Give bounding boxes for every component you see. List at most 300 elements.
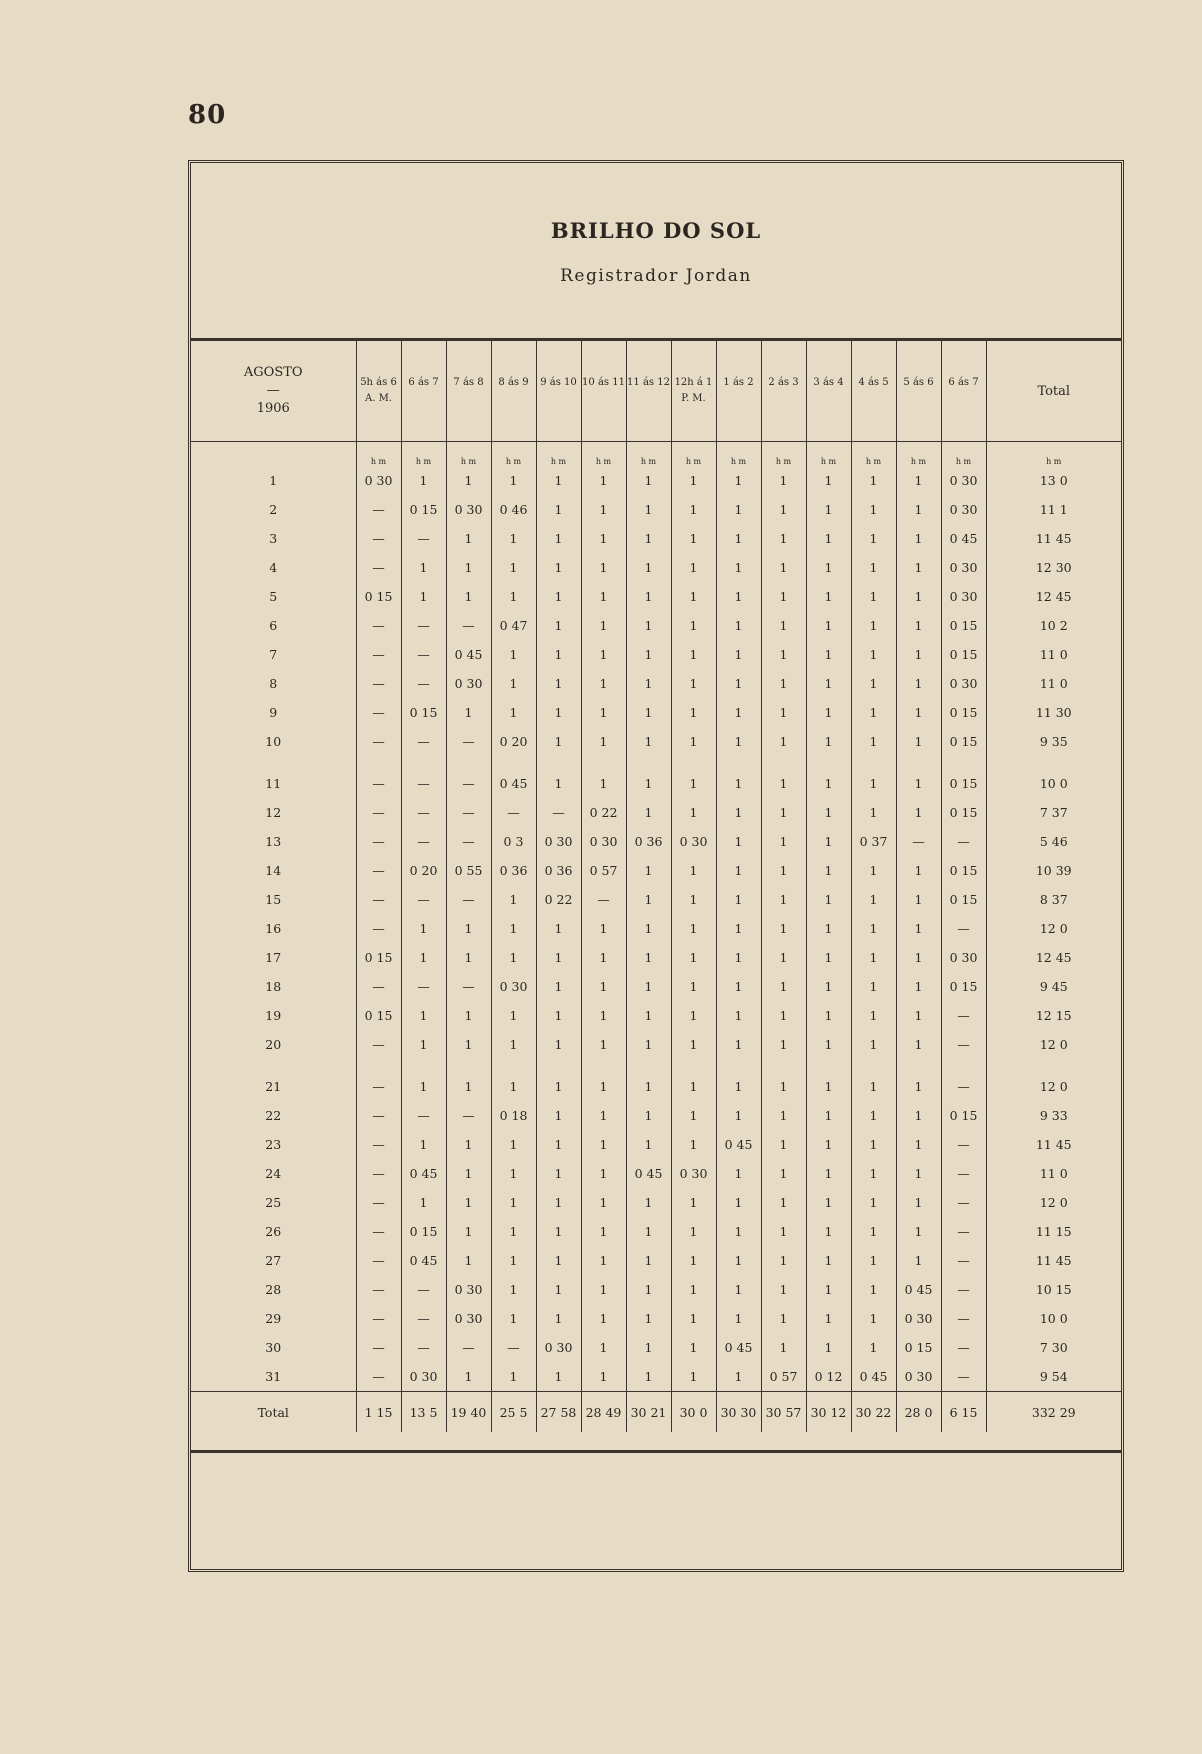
value-cell: 1 bbox=[761, 640, 806, 669]
day-cell: 12 bbox=[191, 798, 356, 827]
table-row bbox=[191, 1362, 1121, 1392]
value-cell: 1 bbox=[896, 640, 941, 669]
value-cell: 0 15 bbox=[941, 972, 986, 1001]
spacer-row bbox=[191, 756, 1121, 769]
value-cell: 1 bbox=[446, 1001, 491, 1030]
spacer-cell bbox=[446, 756, 491, 769]
row-total-cell: 11 0 bbox=[1039, 647, 1068, 662]
value-cell: 1 bbox=[806, 885, 851, 914]
table-row bbox=[191, 1072, 1121, 1101]
value-cell: 0 15 bbox=[401, 698, 446, 727]
value-cell: 1 bbox=[671, 1304, 716, 1333]
value-cell: 1 bbox=[671, 972, 716, 1001]
value-cell: 1 bbox=[536, 914, 581, 943]
value-cell: 1 bbox=[581, 611, 626, 640]
value-cell: 1 bbox=[626, 798, 671, 827]
row-total-cell: 10 15 bbox=[1035, 1282, 1072, 1297]
value-cell: 1 bbox=[806, 1246, 851, 1275]
value-cell: 1 bbox=[671, 914, 716, 943]
value-cell: 1 bbox=[761, 1159, 806, 1188]
hour-column-header bbox=[761, 341, 806, 442]
hour-column-label: 12h á 1 bbox=[674, 377, 713, 388]
column-total-cell: 30 57 bbox=[761, 1392, 806, 1433]
spacer-cell bbox=[536, 1059, 581, 1072]
day-cell: 8 bbox=[191, 669, 356, 698]
unit-label: h m bbox=[896, 442, 941, 467]
row-total-cell: 12 0 bbox=[1039, 1195, 1068, 1210]
value-cell: 1 bbox=[401, 582, 446, 611]
day-cell: 1 bbox=[191, 466, 356, 495]
value-cell: 1 bbox=[536, 1362, 581, 1392]
day-cell: 25 bbox=[191, 1188, 356, 1217]
value-cell: 1 bbox=[581, 1188, 626, 1217]
table-frame bbox=[188, 160, 1124, 1572]
value-cell: 1 bbox=[716, 798, 761, 827]
value-cell: 1 bbox=[626, 885, 671, 914]
row-total-cell: 9 45 bbox=[1039, 979, 1068, 994]
value-cell: 1 bbox=[716, 914, 761, 943]
day-cell: 23 bbox=[191, 1130, 356, 1159]
value-cell: 1 bbox=[671, 1001, 716, 1030]
value-cell: 1 bbox=[581, 698, 626, 727]
value-cell: — bbox=[941, 1130, 986, 1159]
spacer-cell bbox=[356, 756, 401, 769]
value-cell: 1 bbox=[761, 798, 806, 827]
unit-label: h m bbox=[446, 442, 491, 467]
row-total-cell: 12 0 bbox=[1039, 1037, 1068, 1052]
value-cell: 0 45 bbox=[446, 640, 491, 669]
value-cell: 1 bbox=[626, 1030, 671, 1059]
value-cell: 0 30 bbox=[896, 1304, 941, 1333]
value-cell: 0 30 bbox=[581, 827, 626, 856]
value-cell: 1 bbox=[536, 611, 581, 640]
table-header-box bbox=[191, 163, 1121, 341]
value-cell: 0 45 bbox=[401, 1246, 446, 1275]
value-cell: 1 bbox=[761, 698, 806, 727]
value-cell: 1 bbox=[446, 466, 491, 495]
value-cell: — bbox=[941, 1188, 986, 1217]
value-cell: — bbox=[401, 972, 446, 1001]
value-cell: 1 bbox=[626, 466, 671, 495]
value-cell: 1 bbox=[851, 1001, 896, 1030]
hour-column-header bbox=[536, 341, 581, 442]
unit-label: h m bbox=[761, 442, 806, 467]
value-cell: 1 bbox=[806, 524, 851, 553]
value-cell: 0 15 bbox=[356, 943, 401, 972]
value-cell: 1 bbox=[806, 827, 851, 856]
value-cell: — bbox=[401, 524, 446, 553]
value-cell: 1 bbox=[806, 611, 851, 640]
value-cell: 1 bbox=[536, 1030, 581, 1059]
value-cell: — bbox=[941, 1362, 986, 1392]
value-cell: 1 bbox=[446, 582, 491, 611]
value-cell: 1 bbox=[761, 914, 806, 943]
value-cell: 1 bbox=[761, 1030, 806, 1059]
am-label: A. M. bbox=[365, 393, 392, 404]
value-cell: — bbox=[401, 885, 446, 914]
value-cell: — bbox=[446, 798, 491, 827]
value-cell: 1 bbox=[626, 611, 671, 640]
day-cell: 10 bbox=[191, 727, 356, 756]
value-cell: 0 3 bbox=[491, 827, 536, 856]
spacer-cell bbox=[581, 1059, 626, 1072]
value-cell: 1 bbox=[536, 1304, 581, 1333]
value-cell: 1 bbox=[716, 972, 761, 1001]
value-cell: 0 20 bbox=[491, 727, 536, 756]
table-row bbox=[191, 669, 1121, 698]
value-cell: 1 bbox=[851, 769, 896, 798]
value-cell: 1 bbox=[401, 1001, 446, 1030]
unit-label: h m bbox=[581, 442, 626, 467]
value-cell: — bbox=[356, 1275, 401, 1304]
value-cell: 0 30 bbox=[671, 827, 716, 856]
value-cell: 1 bbox=[446, 1362, 491, 1392]
value-cell: 1 bbox=[806, 553, 851, 582]
value-cell: 1 bbox=[671, 1217, 716, 1246]
table-row bbox=[191, 524, 1121, 553]
value-cell: 1 bbox=[446, 1159, 491, 1188]
value-cell: 1 bbox=[761, 1246, 806, 1275]
hour-column-label: 2 ás 3 bbox=[768, 377, 799, 388]
value-cell: 1 bbox=[851, 943, 896, 972]
value-cell: 0 30 bbox=[941, 495, 986, 524]
value-cell: 1 bbox=[851, 1275, 896, 1304]
column-total-cell: 28 49 bbox=[581, 1392, 626, 1433]
value-cell: 0 15 bbox=[941, 611, 986, 640]
value-cell: 1 bbox=[761, 582, 806, 611]
value-cell: 1 bbox=[806, 1130, 851, 1159]
table-row bbox=[191, 827, 1121, 856]
value-cell: 1 bbox=[581, 1130, 626, 1159]
table-row bbox=[191, 1246, 1121, 1275]
value-cell: 0 15 bbox=[356, 582, 401, 611]
value-cell: 1 bbox=[626, 495, 671, 524]
value-cell: 1 bbox=[806, 698, 851, 727]
value-cell: 1 bbox=[626, 943, 671, 972]
spacer-row bbox=[191, 1059, 1121, 1072]
value-cell: 1 bbox=[716, 698, 761, 727]
value-cell: 1 bbox=[491, 943, 536, 972]
value-cell: 1 bbox=[401, 943, 446, 972]
value-cell: 0 30 bbox=[941, 466, 986, 495]
value-cell: 1 bbox=[491, 885, 536, 914]
row-total-cell: 12 45 bbox=[1035, 589, 1072, 604]
spacer-cell bbox=[941, 1059, 986, 1072]
value-cell: 1 bbox=[581, 1246, 626, 1275]
value-cell: 0 45 bbox=[716, 1333, 761, 1362]
value-cell: 1 bbox=[536, 1217, 581, 1246]
value-cell: 1 bbox=[806, 769, 851, 798]
value-cell: 1 bbox=[851, 1246, 896, 1275]
value-cell: 1 bbox=[716, 1159, 761, 1188]
value-cell: 1 bbox=[761, 1188, 806, 1217]
value-cell: 1 bbox=[671, 1072, 716, 1101]
hour-column-label: 8 ás 9 bbox=[498, 377, 529, 388]
value-cell: 1 bbox=[626, 1362, 671, 1392]
value-cell: 1 bbox=[761, 885, 806, 914]
value-cell: 1 bbox=[761, 1101, 806, 1130]
row-total-cell: 12 45 bbox=[1035, 950, 1072, 965]
value-cell: — bbox=[401, 1101, 446, 1130]
value-cell: 1 bbox=[671, 698, 716, 727]
value-cell: 0 30 bbox=[536, 827, 581, 856]
value-cell: 1 bbox=[761, 727, 806, 756]
value-cell: 1 bbox=[671, 640, 716, 669]
value-cell: — bbox=[356, 972, 401, 1001]
value-cell: 0 46 bbox=[491, 495, 536, 524]
value-cell: 1 bbox=[581, 1333, 626, 1362]
value-cell: 1 bbox=[491, 1001, 536, 1030]
day-cell: 19 bbox=[191, 1001, 356, 1030]
value-cell: 1 bbox=[671, 769, 716, 798]
value-cell: 1 bbox=[671, 1101, 716, 1130]
value-cell: 0 15 bbox=[401, 1217, 446, 1246]
value-cell: — bbox=[356, 1188, 401, 1217]
row-total-cell: 9 33 bbox=[1039, 1108, 1068, 1123]
unit-label: h m bbox=[626, 442, 671, 467]
value-cell: 0 47 bbox=[491, 611, 536, 640]
day-cell: 7 bbox=[191, 640, 356, 669]
hour-column-header bbox=[716, 341, 761, 442]
value-cell: 1 bbox=[896, 611, 941, 640]
value-cell: — bbox=[356, 553, 401, 582]
value-cell: 1 bbox=[761, 856, 806, 885]
value-cell: 1 bbox=[536, 1188, 581, 1217]
value-cell: 1 bbox=[806, 1001, 851, 1030]
value-cell: 1 bbox=[536, 769, 581, 798]
value-cell: — bbox=[401, 798, 446, 827]
value-cell: 0 55 bbox=[446, 856, 491, 885]
value-cell: 1 bbox=[446, 1030, 491, 1059]
value-cell: 1 bbox=[446, 553, 491, 582]
value-cell: 1 bbox=[536, 1246, 581, 1275]
value-cell: 1 bbox=[716, 582, 761, 611]
value-cell: 1 bbox=[581, 640, 626, 669]
value-cell: 1 bbox=[626, 769, 671, 798]
value-cell: 1 bbox=[626, 1333, 671, 1362]
value-cell: 1 bbox=[626, 524, 671, 553]
value-cell: 1 bbox=[581, 769, 626, 798]
row-total-cell: 12 15 bbox=[1035, 1008, 1072, 1023]
table-row bbox=[191, 943, 1121, 972]
row-total-cell: 5 46 bbox=[1039, 834, 1068, 849]
value-cell: 1 bbox=[581, 727, 626, 756]
value-cell: 1 bbox=[491, 582, 536, 611]
value-cell: 1 bbox=[446, 524, 491, 553]
unit-label: h m bbox=[491, 442, 536, 467]
value-cell: 1 bbox=[671, 1362, 716, 1392]
value-cell: 1 bbox=[761, 669, 806, 698]
spacer-cell bbox=[356, 1059, 401, 1072]
value-cell: 1 bbox=[626, 1304, 671, 1333]
value-cell: — bbox=[356, 1130, 401, 1159]
grand-total-cell: 332 29 bbox=[986, 1392, 1121, 1433]
spacer-cell bbox=[806, 756, 851, 769]
column-total-cell: 28 0 bbox=[896, 1392, 941, 1433]
value-cell: 0 36 bbox=[491, 856, 536, 885]
spacer-cell bbox=[446, 1059, 491, 1072]
day-cell: 3 bbox=[191, 524, 356, 553]
table-row bbox=[191, 640, 1121, 669]
spacer-cell bbox=[401, 756, 446, 769]
value-cell: 0 30 bbox=[401, 1362, 446, 1392]
value-cell: — bbox=[356, 1246, 401, 1275]
value-cell: 1 bbox=[581, 1030, 626, 1059]
column-total-cell: 30 12 bbox=[806, 1392, 851, 1433]
value-cell: 1 bbox=[491, 1030, 536, 1059]
column-total-cell: 19 40 bbox=[446, 1392, 491, 1433]
value-cell: 1 bbox=[581, 466, 626, 495]
value-cell: 1 bbox=[716, 1072, 761, 1101]
value-cell: 1 bbox=[716, 769, 761, 798]
value-cell: 1 bbox=[896, 1130, 941, 1159]
value-cell: 1 bbox=[446, 1217, 491, 1246]
value-cell: — bbox=[356, 1362, 401, 1392]
day-cell: 26 bbox=[191, 1217, 356, 1246]
column-total-cell: 27 58 bbox=[536, 1392, 581, 1433]
value-cell: 0 30 bbox=[671, 1159, 716, 1188]
value-cell: — bbox=[356, 495, 401, 524]
value-cell: 1 bbox=[896, 1246, 941, 1275]
year-label: 1906 bbox=[256, 401, 290, 416]
value-cell: 1 bbox=[491, 524, 536, 553]
value-cell: — bbox=[941, 1217, 986, 1246]
value-cell: 1 bbox=[896, 466, 941, 495]
value-cell: 1 bbox=[806, 640, 851, 669]
hour-column-header bbox=[491, 341, 536, 442]
value-cell: 1 bbox=[851, 1188, 896, 1217]
unit-label: h m bbox=[536, 442, 581, 467]
value-cell: 1 bbox=[491, 1217, 536, 1246]
spacer-cell bbox=[581, 756, 626, 769]
column-total-cell: 30 22 bbox=[851, 1392, 896, 1433]
value-cell: 1 bbox=[491, 1130, 536, 1159]
value-cell: — bbox=[401, 1275, 446, 1304]
sunshine-table bbox=[191, 341, 1121, 1432]
value-cell: 1 bbox=[806, 1333, 851, 1362]
unit-label: h m bbox=[941, 442, 986, 467]
value-cell: 1 bbox=[761, 1072, 806, 1101]
value-cell: — bbox=[941, 1001, 986, 1030]
value-cell: 1 bbox=[671, 1188, 716, 1217]
value-cell: 1 bbox=[536, 1101, 581, 1130]
table-row bbox=[191, 1030, 1121, 1059]
value-cell: 0 30 bbox=[446, 495, 491, 524]
value-cell: 1 bbox=[581, 553, 626, 582]
spacer-cell bbox=[536, 756, 581, 769]
value-cell: 1 bbox=[446, 1188, 491, 1217]
row-total-cell: 7 37 bbox=[1039, 805, 1068, 820]
value-cell: 0 30 bbox=[941, 943, 986, 972]
table-row bbox=[191, 914, 1121, 943]
table-row bbox=[191, 1188, 1121, 1217]
row-total-cell: 11 0 bbox=[1039, 1166, 1068, 1181]
value-cell: 0 15 bbox=[941, 885, 986, 914]
value-cell: 1 bbox=[581, 669, 626, 698]
value-cell: 0 45 bbox=[401, 1159, 446, 1188]
unit-label: h m bbox=[671, 442, 716, 467]
value-cell: 1 bbox=[896, 1101, 941, 1130]
value-cell: 1 bbox=[581, 914, 626, 943]
value-cell: 1 bbox=[401, 466, 446, 495]
value-cell: 1 bbox=[671, 1333, 716, 1362]
value-cell: — bbox=[356, 640, 401, 669]
value-cell: 1 bbox=[806, 1030, 851, 1059]
value-cell: 1 bbox=[491, 1246, 536, 1275]
spacer-cell bbox=[716, 756, 761, 769]
value-cell: — bbox=[446, 1101, 491, 1130]
table-row bbox=[191, 1217, 1121, 1246]
value-cell: 1 bbox=[851, 553, 896, 582]
value-cell: 1 bbox=[536, 1130, 581, 1159]
value-cell: 0 22 bbox=[581, 798, 626, 827]
value-cell: 1 bbox=[626, 1072, 671, 1101]
value-cell: 1 bbox=[716, 1101, 761, 1130]
value-cell: 1 bbox=[761, 972, 806, 1001]
value-cell: 0 30 bbox=[896, 1362, 941, 1392]
value-cell: 1 bbox=[806, 466, 851, 495]
table-row bbox=[191, 972, 1121, 1001]
value-cell: 1 bbox=[446, 698, 491, 727]
spacer-cell bbox=[671, 1059, 716, 1072]
value-cell: 0 15 bbox=[356, 1001, 401, 1030]
value-cell: 1 bbox=[581, 1304, 626, 1333]
value-cell: — bbox=[536, 798, 581, 827]
totals-row bbox=[191, 1392, 1121, 1433]
value-cell: 1 bbox=[716, 524, 761, 553]
value-cell: — bbox=[356, 727, 401, 756]
value-cell: 1 bbox=[896, 972, 941, 1001]
value-cell: 1 bbox=[536, 1001, 581, 1030]
value-cell: 1 bbox=[806, 1188, 851, 1217]
value-cell: — bbox=[356, 1333, 401, 1362]
month-label: AGOSTO bbox=[243, 365, 303, 380]
value-cell: 1 bbox=[626, 1246, 671, 1275]
value-cell: — bbox=[941, 827, 986, 856]
value-cell: 1 bbox=[626, 856, 671, 885]
value-cell: — bbox=[356, 698, 401, 727]
table-row bbox=[191, 1275, 1121, 1304]
value-cell: 0 20 bbox=[401, 856, 446, 885]
value-cell: 1 bbox=[716, 1275, 761, 1304]
spacer-cell bbox=[896, 1059, 941, 1072]
value-cell: 1 bbox=[716, 1362, 761, 1392]
value-cell: — bbox=[446, 611, 491, 640]
hour-column-header bbox=[581, 341, 626, 442]
value-cell: — bbox=[356, 524, 401, 553]
value-cell: 1 bbox=[806, 669, 851, 698]
spacer-cell bbox=[896, 756, 941, 769]
table-row bbox=[191, 582, 1121, 611]
value-cell: 1 bbox=[851, 1030, 896, 1059]
total-column-header: Total bbox=[986, 341, 1121, 442]
value-cell: 1 bbox=[806, 914, 851, 943]
spacer-cell bbox=[671, 756, 716, 769]
value-cell: — bbox=[581, 885, 626, 914]
spacer-cell bbox=[491, 756, 536, 769]
value-cell: — bbox=[401, 1333, 446, 1362]
value-cell: 1 bbox=[536, 524, 581, 553]
value-cell: — bbox=[941, 1030, 986, 1059]
value-cell: 1 bbox=[896, 943, 941, 972]
hour-column-label: 4 ás 5 bbox=[858, 377, 889, 388]
table-footer-box bbox=[191, 1450, 1121, 1569]
value-cell: 1 bbox=[716, 640, 761, 669]
row-total-cell: 7 30 bbox=[1039, 1340, 1068, 1355]
value-cell: 1 bbox=[896, 495, 941, 524]
hour-column-header bbox=[356, 341, 401, 442]
value-cell: 0 30 bbox=[446, 669, 491, 698]
